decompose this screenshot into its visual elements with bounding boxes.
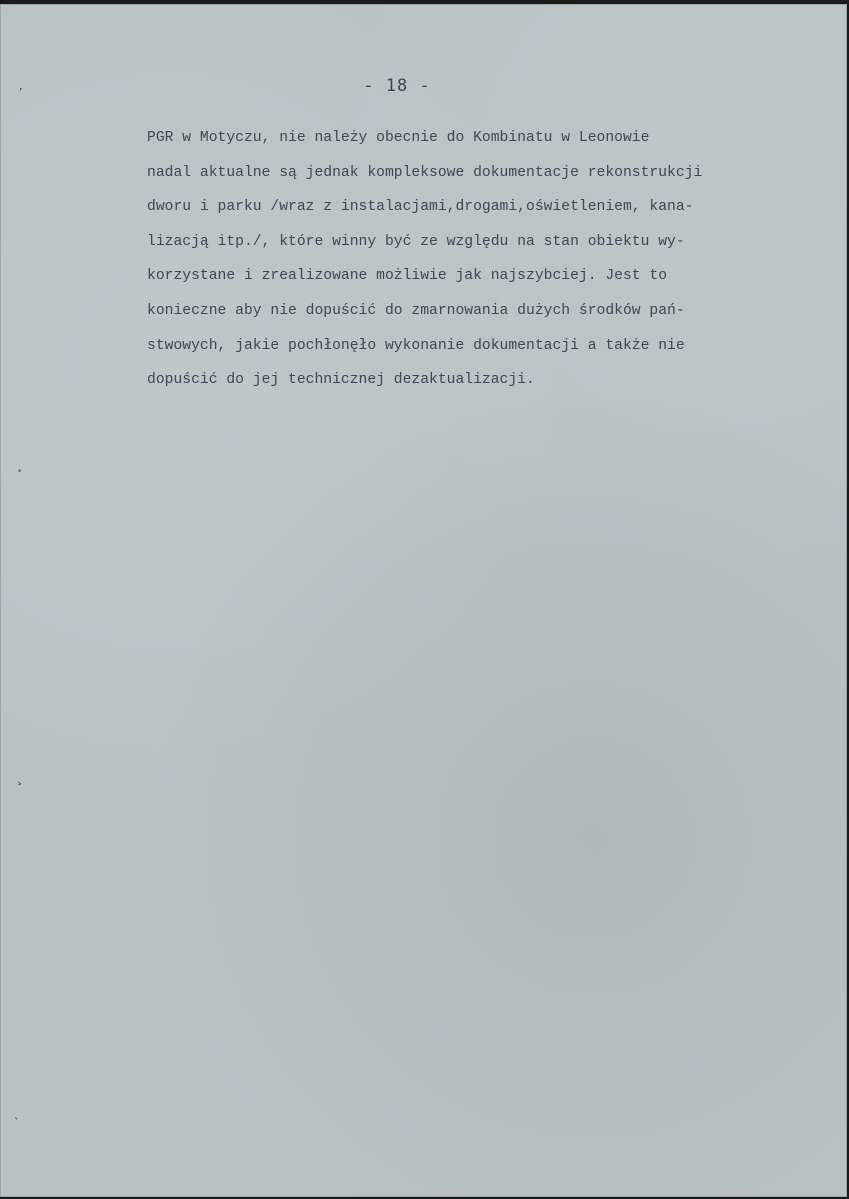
text-line: dopuścić do jej technicznej dezaktualizacji. [147,372,535,389]
text-line: korzystane i zrealizowane możliwie jak najszybciej. Jest to [147,268,668,285]
text-line: lizacją itp./, które winny być ze względu na stan obiektu wy- [147,233,685,250]
text-line: PGR w Motyczu, nie należy obecnie do Kombinatu w Leonowie [147,130,650,146]
punch-tick-icon: ʼ [19,86,23,99]
punch-tick-icon: ˎ [14,1107,20,1120]
text-line: stwowych, jakie pochłonęło wykonanie dokumentacji a także nie [147,337,685,354]
text-line: nadal aktualne są jednak kompleksowe dokumentacje rekonstrukcji [147,164,703,181]
page-number: - 18 - [363,76,431,96]
text-line: dworu i parku /wraz z instalacjami,drogami,oświetleniem, kana- [147,199,694,216]
punch-tick-icon: ˔ [17,464,23,477]
body-paragraph [147,121,827,398]
punch-tick-icon: ˃ [17,781,23,794]
document-page [0,4,847,1197]
text-line: konieczne aby nie dopuścić do zmarnowania dużych środków pań- [147,302,685,319]
